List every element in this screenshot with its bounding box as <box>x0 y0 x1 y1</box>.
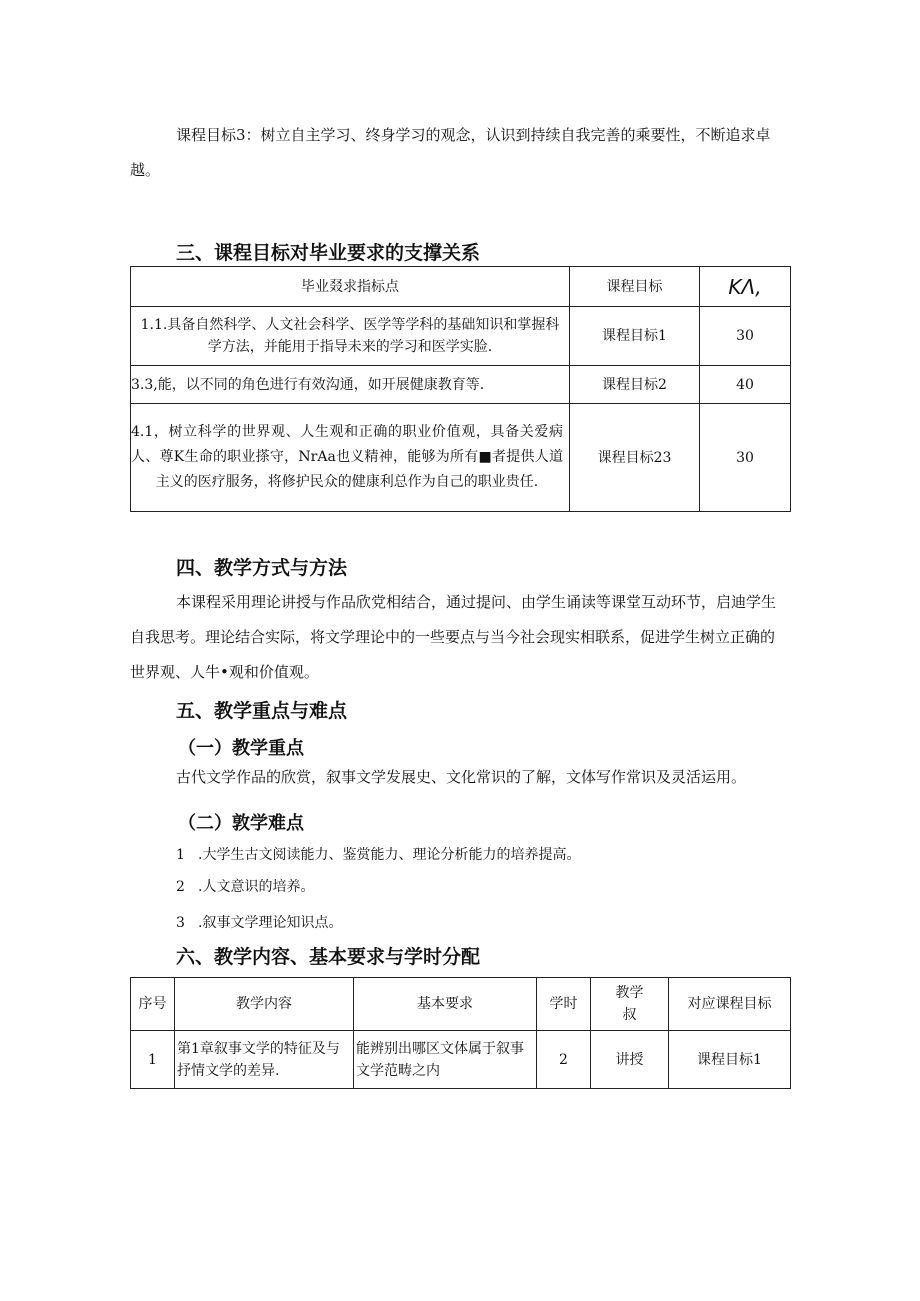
support-table-header <box>131 267 791 307</box>
section4-line1: 本课程采用理论讲授与作品欣党相结合，通过提问、由学生诵读等课堂互动环节，启迪学生 <box>176 593 777 611</box>
list-item-number: 3 <box>176 915 185 931</box>
header-content: 教学内容 <box>175 978 354 1031</box>
table-row <box>131 307 791 366</box>
section5-sub1-title: （一）教学重点 <box>178 738 304 759</box>
header-requirement: 基本要求 <box>354 978 537 1031</box>
indicator-text: 4.1，树立科学的世界观、人生观和正确的职业价值观，具备关爱病人、尊K生命的职业搽守，NrAa也义精神，能够为所有■者提供人道主义的医疗服务，将修护民众的健康利总作为自己的职业贵任. <box>131 424 563 490</box>
list-item <box>176 877 314 897</box>
indicator-cell: 3.3,能，以不同的角色进行有效沟通，如开展健康教育等. <box>131 366 570 404</box>
requirement-cell: 能辨别出哪区文体属于叙事文学范畴之内 <box>354 1031 537 1089</box>
header-goal: 课程目标 <box>570 267 700 307</box>
goal-cell: 课程目标2 <box>570 366 700 404</box>
goal3-line2: 越。 <box>130 161 161 179</box>
indicator-cell: 1.1.具备自然科学、人文社会科学、医学等学科的基础知识和掌握科学方法，并能用于指导未来的学习和医学实脸. <box>131 307 570 366</box>
method-cell: 讲授 <box>591 1031 669 1089</box>
section5-title: 五、教学重点与难点 <box>176 700 348 722</box>
header-hours: 学时 <box>537 978 591 1031</box>
content-table-header <box>131 978 791 1031</box>
no-cell: 1 <box>131 1031 175 1089</box>
goal-cell: 课程目标23 <box>570 404 700 512</box>
header-indicator: 毕业叕求指标点 <box>131 267 570 307</box>
content-cell: 第1章叙事文学的特征及与抒情文学的差异. <box>175 1031 354 1089</box>
header-method: 教学叔 <box>591 978 669 1031</box>
list-item-number: 1 <box>176 847 185 863</box>
weight-cell: 30 <box>700 404 791 512</box>
header-weight: KΛ, <box>700 267 791 307</box>
section4-line2: 自我思考。理论结合实际，将文学理论中的一些要点与当今社会现实相联系，促进学生树立正确的 <box>130 628 776 646</box>
list-item <box>176 845 580 865</box>
section5-sub2-title: （二）敦学难点 <box>178 813 304 834</box>
weight-cell: 30 <box>700 307 791 366</box>
hours-cell: 2 <box>537 1031 591 1089</box>
goal-cell: 课程目标1 <box>669 1031 791 1089</box>
indicator-cell <box>131 404 570 512</box>
list-item-text: .大学生古文阅读能力、鉴赏能力、理论分析能力的培养提高。 <box>198 847 581 863</box>
list-item-text: .叙事文学理论知识点。 <box>198 915 343 931</box>
section5-sub1-text: 古代文学作品的欣赏，叙事文学发展史、文化常识的了解，文体写作常识及灵活运用。 <box>176 768 747 786</box>
goal3-line1: 课程目标3：树立自主学习、终身学习的观念，认识到持续自我完善的乘要性，不断追求卓 <box>176 126 771 144</box>
table-row <box>131 404 791 512</box>
weight-cell: 40 <box>700 366 791 404</box>
section3-title: 三、课程目标对毕业要求的支撑关系 <box>176 242 481 264</box>
content-table <box>130 977 791 1089</box>
list-item <box>176 913 342 933</box>
section4-title: 四、教学方式与方法 <box>176 557 348 579</box>
header-goal: 对应课程目标 <box>669 978 791 1031</box>
table-row <box>131 366 791 404</box>
section4-line3: 世界观、人牛•观和价值观。 <box>130 663 319 681</box>
list-item-number: 2 <box>176 879 185 895</box>
header-no: 序号 <box>131 978 175 1031</box>
support-table <box>130 266 791 512</box>
section6-title: 六、教学内容、基本要求与学时分配 <box>176 946 481 968</box>
table-row <box>131 1031 791 1089</box>
list-item-text: .人文意识的培养。 <box>198 879 315 895</box>
goal-cell: 课程目标1 <box>570 307 700 366</box>
